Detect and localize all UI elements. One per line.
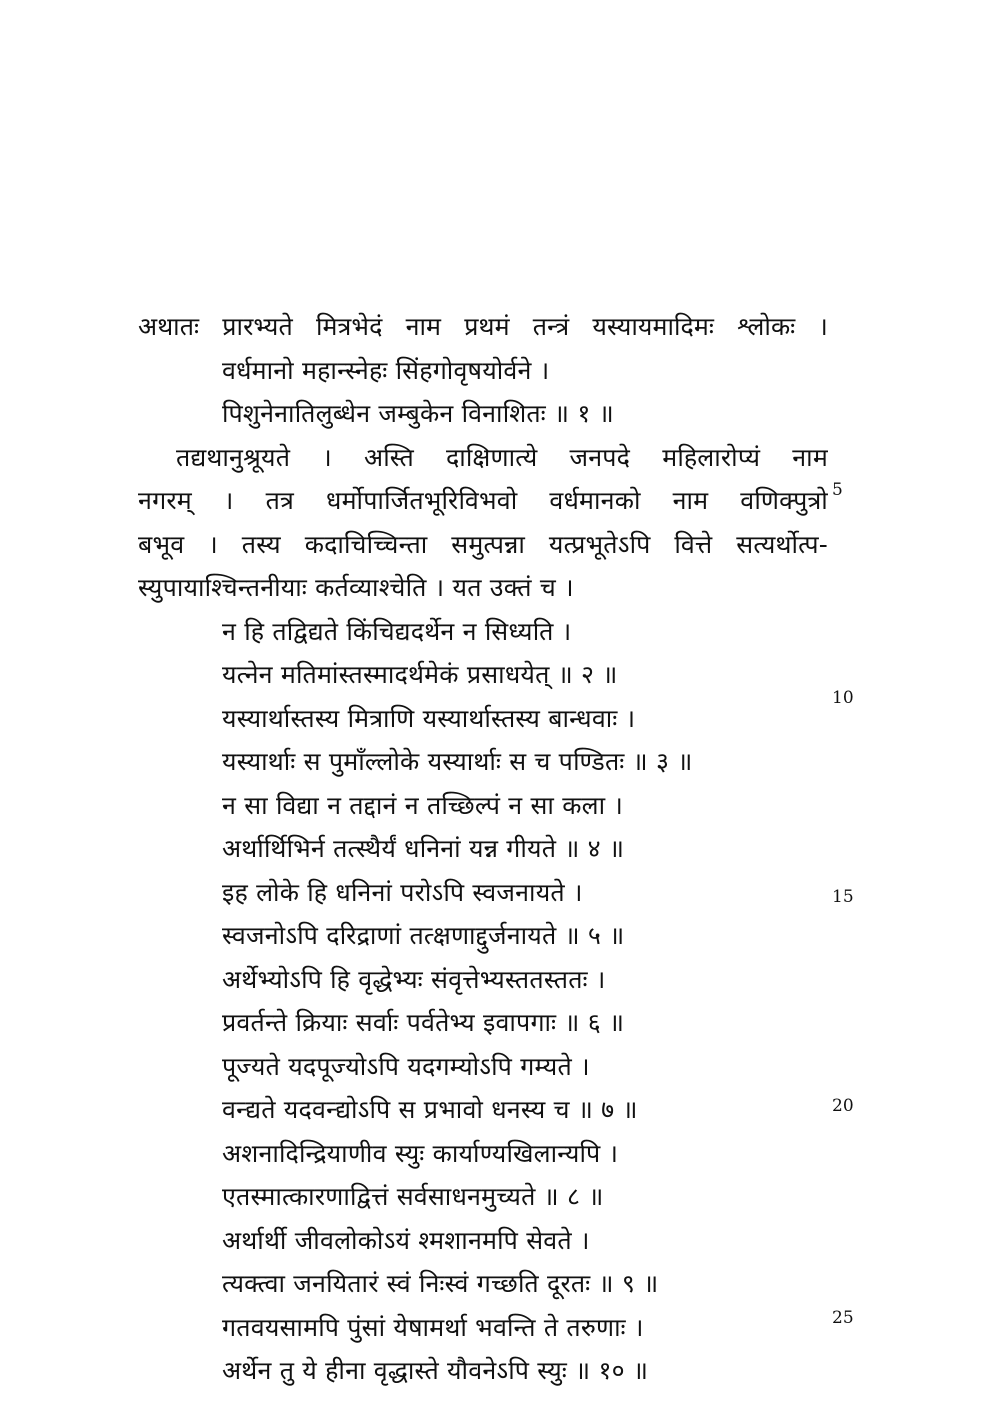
prose-line-7: स्युपायाश्चिन्तनीयाः कर्तव्याश्चेति । यत उक्तं च । — [138, 573, 574, 602]
prose-line-6: बभूव । तस्य कदाचिच्चिन्ता समुत्पन्ना यत्प्रभूतेऽपि वित्ते सत्यर्थोत्प- — [138, 529, 828, 559]
verse-line-3b: यस्यार्थाः स पुमाँल्लोके यस्यार्थाः स च पण्डितः ॥ ३ ॥ — [222, 747, 693, 776]
verse-line-8a: अशनादिन्द्रियाणीव स्युः कार्याण्यखिलान्यपि । — [222, 1138, 619, 1168]
verse-line-7b: वन्द्यते यदवन्द्योऽपि स प्रभावो धनस्य च ॥ ७ ॥ — [222, 1095, 638, 1124]
line-number-5: 5 — [832, 480, 843, 500]
verse-line-2a: न हि तद्विद्यते किंचिद्यदर्थेन न सिध्यति । — [222, 616, 572, 646]
text-line-1: अथातः प्रारभ्यते मित्रभेदं नाम प्रथमं तन्त्रं यस्यायमादिमः श्लोकः । — [138, 312, 828, 341]
verse-line-10b: अर्थेन तु ये हीना वृद्धास्ते यौवनेऽपि स्युः ॥ १० ॥ — [222, 1356, 649, 1385]
sanskrit-text-block — [138, 305, 838, 1393]
verse-line-7a: पूज्यते यदपूज्योऽपि यदगम्योऽपि गम्यते । — [222, 1051, 590, 1081]
verse-line-2b: यत्नेन मतिमांस्तस्मादर्थमेकं प्रसाधयेत् ॥ २ ॥ — [222, 660, 618, 689]
verse-line-6b: प्रवर्तन्ते क्रियाः सर्वाः पर्वतेभ्य इवापगाः ॥ ६ ॥ — [222, 1008, 625, 1037]
verse-line-1a: वर्धमानो महान्स्नेहः सिंहगोवृषयोर्वने । — [222, 355, 550, 385]
verse-line-5b: स्वजनोऽपि दरिद्राणां तत्क्षणाद्दुर्जनायते ॥ ५ ॥ — [222, 921, 625, 950]
line-number-20: 20 — [832, 1096, 854, 1116]
verse-line-3a: यस्यार्थास्तस्य मित्राणि यस्यार्थास्तस्य बान्धवाः । — [222, 703, 636, 733]
verse-line-8b: एतस्मात्कारणाद्वित्तं सर्वसाधनमुच्यते ॥ ८ ॥ — [222, 1182, 604, 1211]
verse-line-10a: गतवयसामपि पुंसां येषामर्था भवन्ति ते तरुणाः । — [222, 1312, 644, 1342]
verse-line-9a: अर्थार्थी जीवलोकोऽयं श्मशानमपि सेवते । — [222, 1225, 590, 1255]
verse-line-5a: इह लोके हि धनिनां परोऽपि स्वजनायते । — [222, 877, 583, 907]
line-number-15: 15 — [832, 887, 854, 907]
verse-line-4b: अर्थार्थिभिर्न तत्स्थैर्यं धनिनां यन्न गीयते ॥ ४ ॥ — [222, 834, 625, 863]
verse-line-1b: पिशुनेनातिलुब्धेन जम्बुकेन विनाशितः ॥ १ ॥ — [222, 399, 614, 428]
line-number-25: 25 — [832, 1308, 854, 1328]
verse-line-6a: अर्थेभ्योऽपि हि वृद्धेभ्यः संवृत्तेभ्यस्ततस्ततः । — [222, 964, 606, 994]
line-number-10: 10 — [832, 688, 854, 708]
prose-line-4: तद्यथानुश्रूयते । अस्ति दाक्षिणात्ये जनपदे महिलारोप्यं नाम — [176, 442, 828, 472]
prose-line-5: नगरम् । तत्र धर्मोपार्जितभूरिविभवो वर्धमानको नाम वणिक्पुत्रो — [138, 486, 828, 515]
verse-line-9b: त्यक्त्वा जनयितारं स्वं निःस्वं गच्छति दूरतः ॥ ९ ॥ — [222, 1269, 659, 1298]
verse-line-4a: न सा विद्या न तद्दानं न तच्छिल्पं न सा कला । — [222, 790, 624, 820]
